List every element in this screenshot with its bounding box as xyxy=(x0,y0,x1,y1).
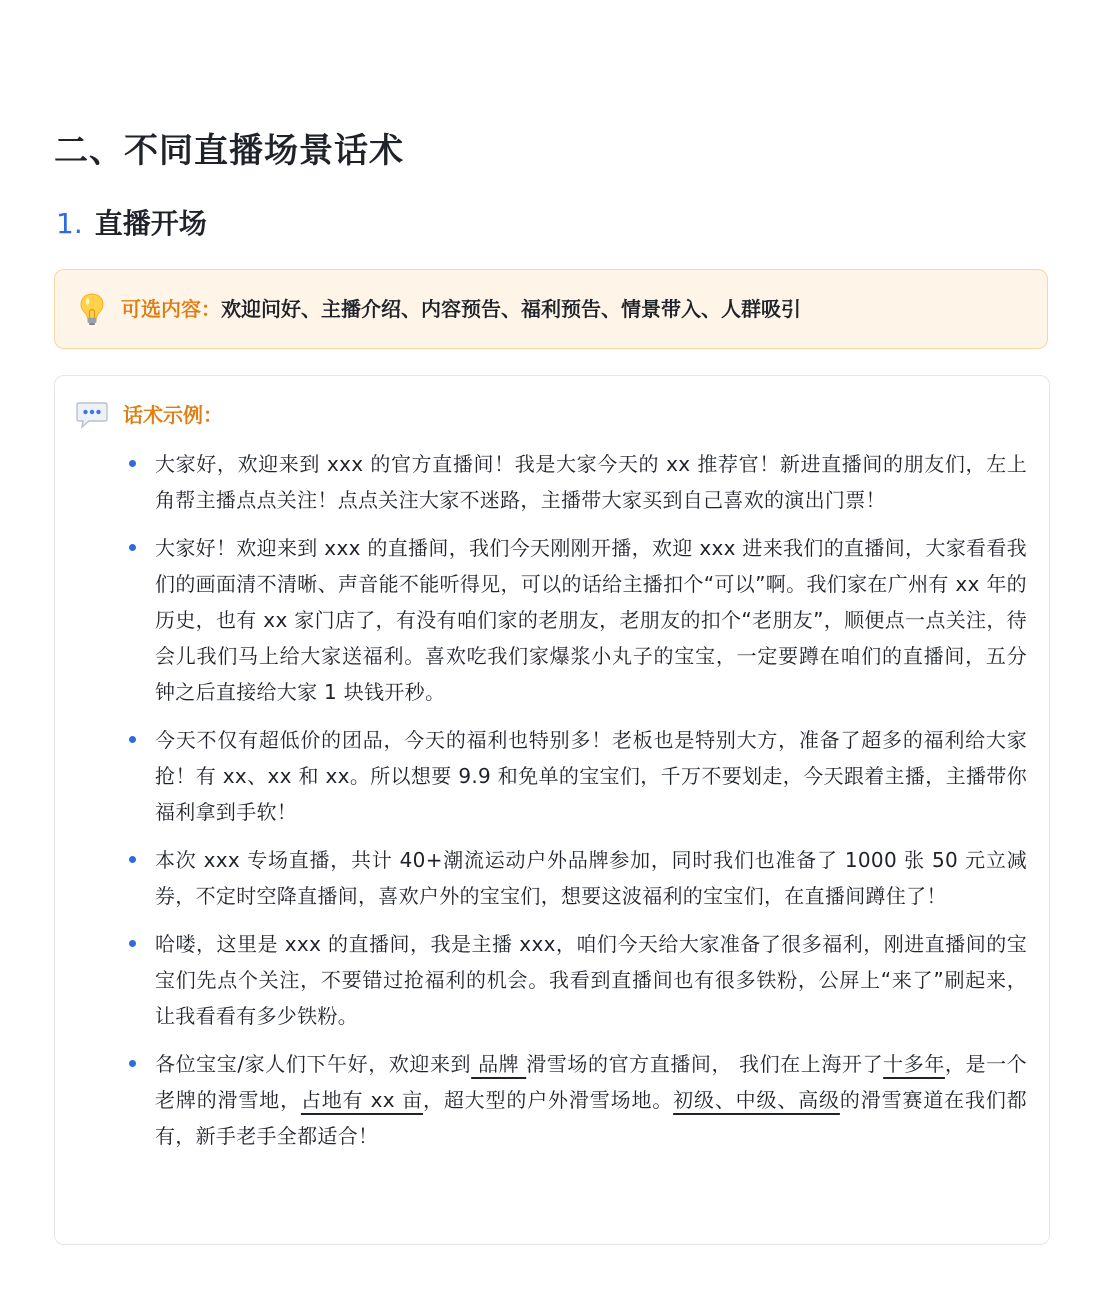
list-item xyxy=(127,842,1027,914)
list-item xyxy=(127,1046,1027,1154)
list-item xyxy=(127,722,1027,830)
examples-list xyxy=(127,446,1027,1166)
card-label: 话术示例： xyxy=(123,403,223,427)
example-text xyxy=(155,1052,1027,1148)
underlined-years: 十多年 xyxy=(883,1052,945,1076)
bullet xyxy=(129,736,136,743)
underlined-area: 占地有 xx 亩 xyxy=(300,1088,423,1112)
bullet xyxy=(129,460,136,467)
text-segment: 滑雪场的官方直播间， 我们在上海开了 xyxy=(526,1052,884,1076)
example-text: 大家好！欢迎来到 xxx 的直播间，我们今天刚刚开播，欢迎 xxx 进来我们的直播间，大家看看我们的画面清不清晰、声音能不能听得见，可以的话给主播扣个“可以”啊。我们家在广州有 xx 年的历史，也有 xx 家门店了，有没有咱们家的老朋友，老朋友的扣个“老朋友”，顺便点一点关注，待会儿我们马上给大家送福利。喜欢吃我们家爆浆小丸子的宝宝，一定要蹲在咱们的直播间，五分钟之后直接给大家 1 块钱开秒。 xyxy=(155,536,1027,704)
callout-body: 欢迎问好、主播介绍、内容预告、福利预告、情景带入、人群吸引 xyxy=(221,297,801,321)
subsection-number: 1. xyxy=(56,207,83,240)
text-segment: ，超大型的户外滑雪场地。 xyxy=(422,1088,674,1112)
list-item xyxy=(127,530,1027,710)
list-item xyxy=(127,446,1027,518)
text-segment: 的滑雪赛道在我们都有，新手老手全都适合！ xyxy=(155,1088,1027,1148)
bullet xyxy=(129,544,136,551)
optional-content-callout xyxy=(54,269,1048,349)
bullet xyxy=(129,1060,136,1067)
callout-label: 可选内容： xyxy=(121,297,221,321)
list-item xyxy=(127,926,1027,1034)
subsection-title: 直播开场 xyxy=(94,207,207,240)
underlined-levels: 初级、中级、高级 xyxy=(673,1088,840,1112)
card-header xyxy=(75,400,223,430)
callout-text xyxy=(121,294,801,324)
bullet xyxy=(129,940,136,947)
speech-bubble-icon xyxy=(75,401,109,429)
text-segment: ，是一个老牌的滑雪地， xyxy=(155,1052,1027,1112)
underlined-brand: 品牌 xyxy=(471,1052,527,1076)
bullet xyxy=(129,856,136,863)
example-text: 哈喽，这里是 xxx 的直播间，我是主播 xxx，咱们今天给大家准备了很多福利，刚进直播间的宝宝们先点个关注，不要错过抢福利的机会。我看到直播间也有很多铁粉，公屏上“来了”刷起来，让我看看有多少铁粉。 xyxy=(155,932,1027,1028)
subsection-heading xyxy=(56,202,207,246)
text-segment: 各位宝宝/家人们下午好，欢迎来到 xyxy=(155,1052,472,1076)
example-text: 大家好，欢迎来到 xxx 的官方直播间！我是大家今天的 xx 推荐官！新进直播间的朋友们，左上角帮主播点点关注！点点关注大家不迷路，主播带大家买到自己喜欢的演出门票！ xyxy=(155,452,1027,512)
example-text: 今天不仅有超低价的团品，今天的福利也特别多！老板也是特别大方，准备了超多的福利给大家抢！有 xx、xx 和 xx。所以想要 9.9 和免单的宝宝们，千万不要划走，今天跟着主播，主播带你福利拿到手软！ xyxy=(155,728,1027,824)
lightbulb-icon xyxy=(77,291,107,327)
example-text: 本次 xxx 专场直播，共计 40+潮流运动户外品牌参加，同时我们也准备了 1000 张 50 元立减券，不定时空降直播间，喜欢户外的宝宝们，想要这波福利的宝宝们，在直播间蹲住了！ xyxy=(155,848,1027,908)
section-title: 二、不同直播场景话术 xyxy=(54,131,404,171)
script-examples-card xyxy=(54,375,1050,1245)
